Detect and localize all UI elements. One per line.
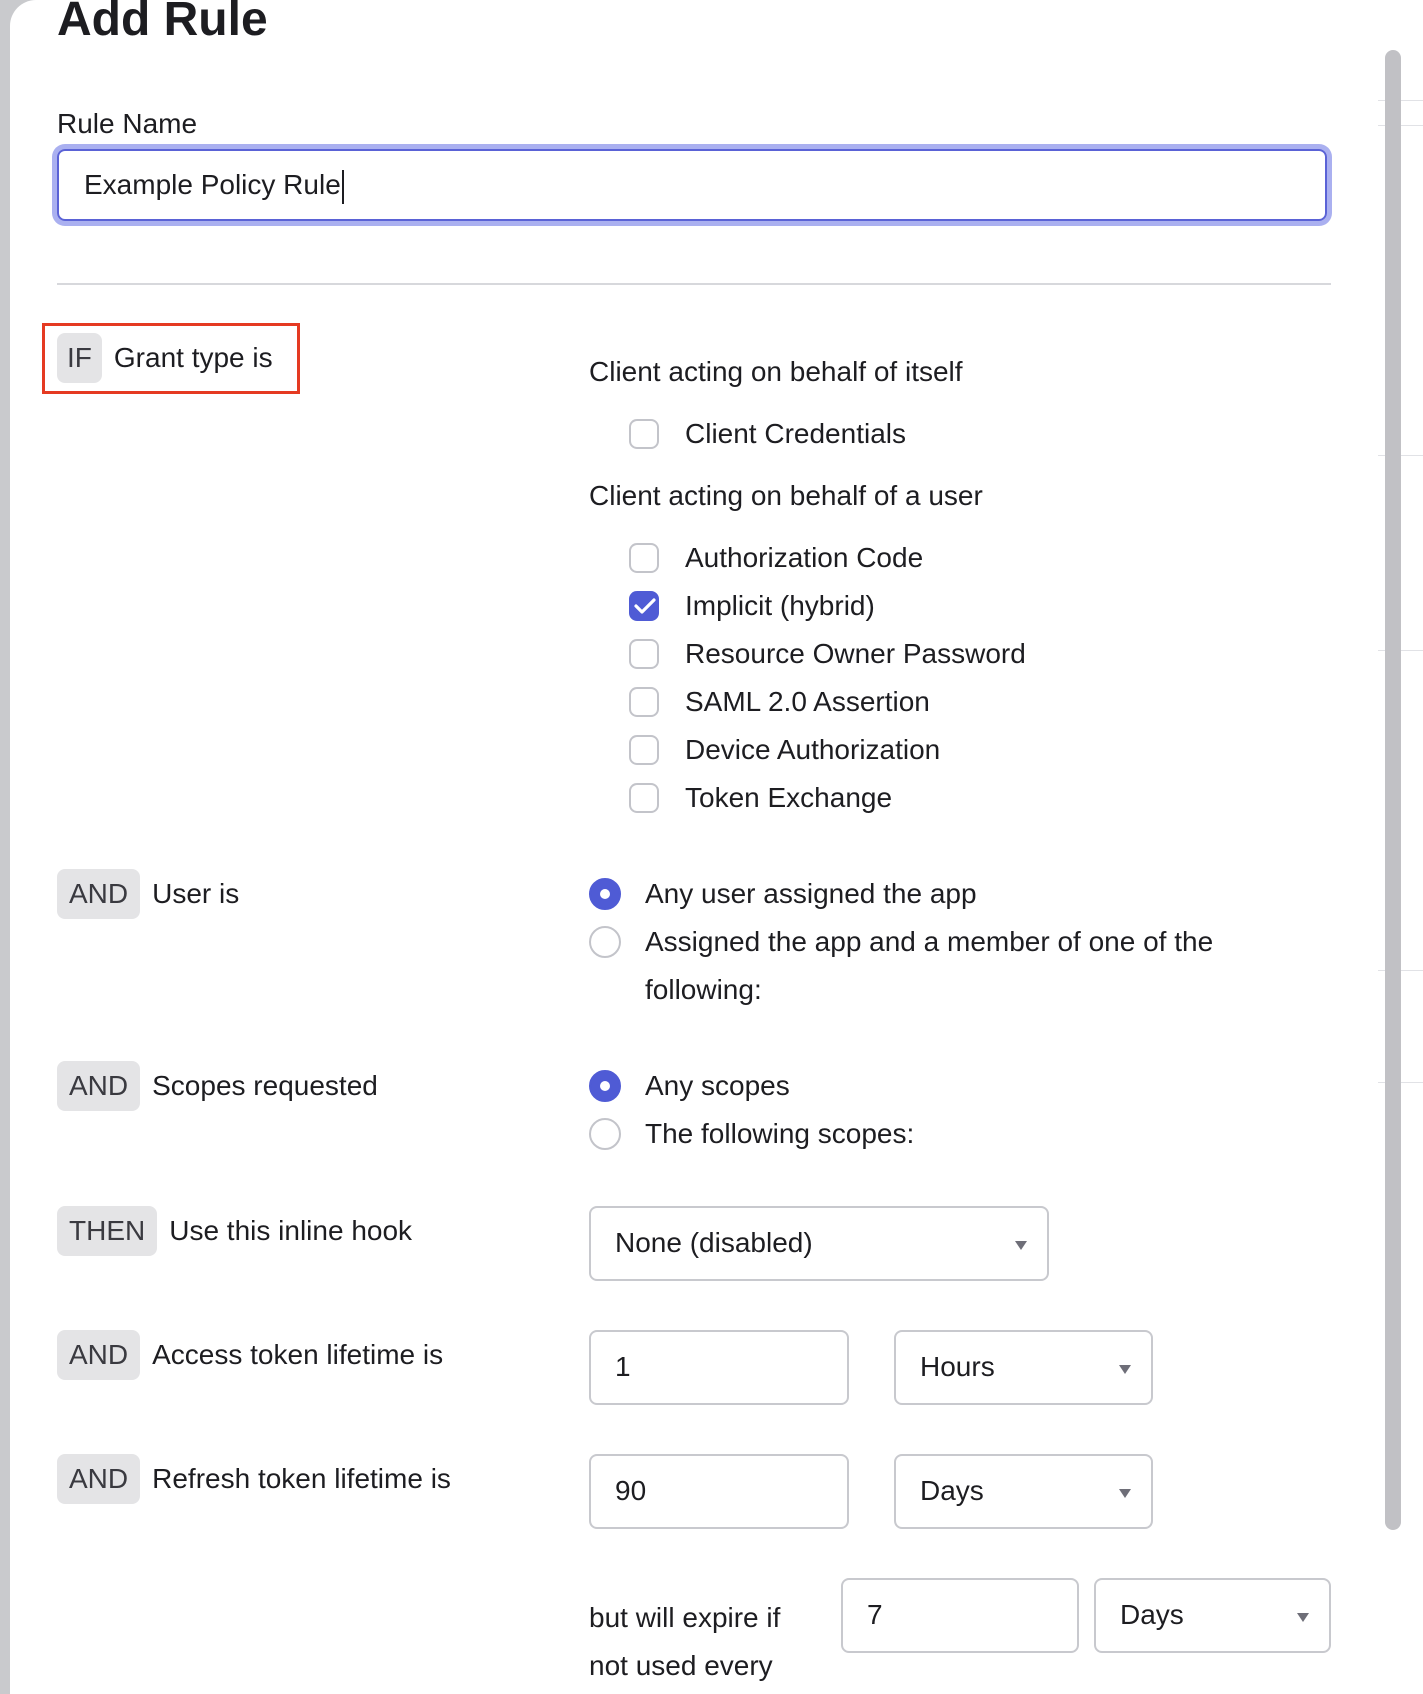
option-label-line1: Assigned the app and a member of one of the (645, 926, 1214, 957)
refresh-token-unit-select[interactable] (894, 1454, 1153, 1529)
and-pill: AND (57, 1454, 140, 1504)
option-device-authorization[interactable] (629, 733, 940, 767)
checkbox-device-authorization[interactable] (629, 735, 659, 765)
divider (57, 283, 1331, 285)
option-token-exchange[interactable] (629, 781, 892, 815)
inline-hook-value: None (disabled) (615, 1227, 813, 1258)
option-label: Client Credentials (685, 418, 906, 449)
if-pill: IF (57, 333, 102, 383)
option-label: The following scopes: (645, 1118, 915, 1149)
checkmark-icon (634, 597, 656, 615)
refresh-token-label: Refresh token lifetime is (152, 1463, 451, 1494)
and-pill: AND (57, 1061, 140, 1111)
scopes-condition (57, 1061, 378, 1111)
group-user-heading: Client acting on behalf of a user (589, 480, 983, 511)
option-following-scopes[interactable] (589, 1117, 914, 1151)
option-label: SAML 2.0 Assertion (685, 686, 930, 717)
option-resource-owner-password[interactable] (629, 637, 1026, 671)
expire-value-input[interactable]: 7 (841, 1578, 1079, 1653)
option-client-credentials[interactable] (629, 417, 906, 451)
checkbox-token-exchange[interactable] (629, 783, 659, 813)
option-label: Device Authorization (685, 734, 941, 765)
expire-unit-value: Days (1120, 1599, 1184, 1630)
refresh-token-condition (57, 1454, 451, 1504)
access-token-label: Access token lifetime is (152, 1339, 444, 1370)
chevron-down-icon (1119, 1489, 1131, 1498)
access-token-value-input[interactable]: 1 (589, 1330, 849, 1405)
option-label: Authorization Code (685, 542, 924, 573)
then-pill: THEN (57, 1206, 157, 1256)
option-label: Implicit (hybrid) (685, 590, 875, 621)
chevron-down-icon (1297, 1613, 1309, 1622)
text-caret (342, 170, 344, 204)
option-label: Token Exchange (685, 782, 893, 813)
user-is-label: User is (152, 878, 240, 909)
hook-label: Use this inline hook (169, 1215, 413, 1246)
and-pill: AND (57, 1330, 140, 1380)
checkbox-saml-assertion[interactable] (629, 687, 659, 717)
chevron-down-icon (1119, 1365, 1131, 1374)
access-token-condition (57, 1330, 443, 1380)
user-condition (57, 869, 239, 919)
option-label (645, 918, 1213, 1014)
refresh-token-value-input[interactable]: 90 (589, 1454, 849, 1529)
access-token-unit-value: Hours (920, 1351, 995, 1382)
option-saml-assertion[interactable] (629, 685, 930, 719)
option-assigned-member[interactable] (589, 925, 1213, 1014)
expire-unit-select[interactable] (1094, 1578, 1331, 1653)
add-rule-dialog (10, 0, 1378, 1694)
option-label: Any user assigned the app (645, 878, 977, 909)
rule-name-label: Rule Name (57, 108, 198, 139)
option-label: Any scopes (645, 1070, 790, 1101)
rule-name-value: Example Policy Rule (84, 169, 341, 200)
and-pill: AND (57, 869, 140, 919)
expire-label-line1: but will expire if (589, 1602, 781, 1633)
checkbox-client-credentials[interactable] (629, 419, 659, 449)
checkbox-authorization-code[interactable] (629, 543, 659, 573)
option-implicit-hybrid[interactable] (629, 589, 875, 623)
checkbox-resource-owner-password[interactable] (629, 639, 659, 669)
dialog-title: Add Rule (57, 0, 268, 46)
expire-label (589, 1594, 780, 1690)
group-itself-heading: Client acting on behalf of itself (589, 356, 963, 387)
radio-following-scopes[interactable] (589, 1118, 621, 1150)
expire-label-line2: not used every (589, 1650, 773, 1681)
option-label: Resource Owner Password (685, 638, 1026, 669)
access-token-unit-select[interactable] (894, 1330, 1153, 1405)
option-authorization-code[interactable] (629, 541, 923, 575)
radio-any-scopes[interactable] (589, 1070, 621, 1102)
inline-hook-select[interactable] (589, 1206, 1049, 1281)
grant-type-label: Grant type is (113, 342, 273, 373)
checkbox-implicit-hybrid[interactable] (629, 591, 659, 621)
refresh-token-unit-value: Days (920, 1475, 984, 1506)
option-label-line2: following: (645, 974, 762, 1005)
radio-assigned-member[interactable] (589, 926, 621, 958)
scrollbar-track (1368, 0, 1378, 1694)
option-any-scopes[interactable] (589, 1069, 790, 1103)
hook-condition (57, 1206, 412, 1256)
rule-name-input[interactable] (57, 149, 1327, 221)
grant-type-condition (57, 333, 273, 383)
radio-any-user[interactable] (589, 878, 621, 910)
chevron-down-icon (1015, 1241, 1027, 1250)
scopes-label: Scopes requested (152, 1070, 378, 1101)
scrollbar-thumb[interactable] (1385, 50, 1401, 1530)
option-any-user[interactable] (589, 877, 977, 911)
